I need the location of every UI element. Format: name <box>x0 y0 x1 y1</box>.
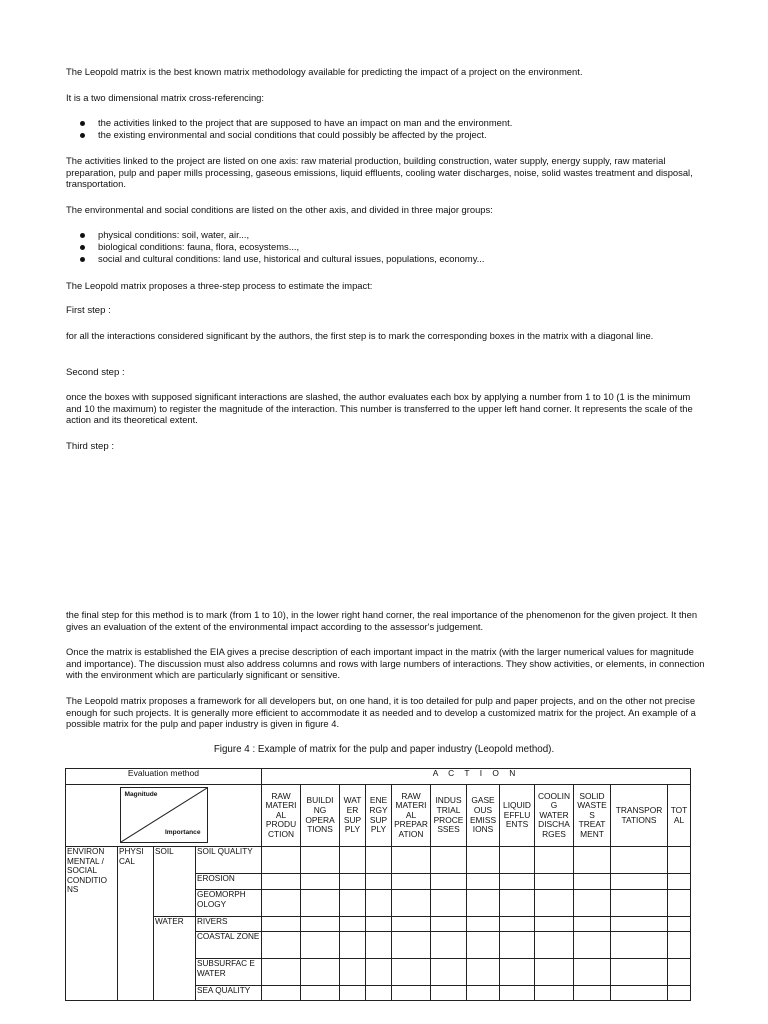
final-step-paragraph: the final step for this method is to mark (from 1 to 10), in the lower right hand corner, the real importance of the phenomenon for the given project. It then gives an evaluation of the extent of the environmental impact according to the assessor's judgement. <box>66 609 698 632</box>
matrix-cell <box>500 847 535 874</box>
matrix-cell <box>668 986 691 1001</box>
matrix-cell <box>431 847 467 874</box>
matrix-cell <box>262 847 301 874</box>
column-header: ENE RGY SUP PLY <box>366 785 392 847</box>
matrix-cell <box>467 847 500 874</box>
magnitude-importance-box <box>120 787 208 843</box>
physical-subgroup-label: PHYSI CAL <box>118 847 154 1001</box>
matrix-definition-paragraph: It is a two dimensional matrix cross-referencing: <box>66 92 264 103</box>
matrix-cell <box>574 874 611 890</box>
row-label: SEA QUALITY <box>196 986 262 1001</box>
matrix-cell <box>366 932 392 959</box>
matrix-cell <box>574 959 611 986</box>
matrix-cell <box>366 986 392 1001</box>
column-header: BUILDI NG OPERA TIONS <box>301 785 340 847</box>
matrix-cell <box>535 847 574 874</box>
matrix-cell <box>611 959 668 986</box>
action-header: A C T I O N <box>262 769 691 785</box>
matrix-cell <box>535 874 574 890</box>
matrix-cell <box>366 890 392 917</box>
matrix-cell <box>431 917 467 932</box>
matrix-cell <box>574 932 611 959</box>
matrix-cell <box>262 986 301 1001</box>
conditions-paragraph: The environmental and social conditions are listed on the other axis, and divided in three major groups: <box>66 204 493 215</box>
matrix-cell <box>535 932 574 959</box>
matrix-cell <box>500 917 535 932</box>
matrix-cell <box>392 890 431 917</box>
list-item: social and cultural conditions: land use, historical and cultural issues, populations, economy... <box>78 253 698 265</box>
framework-paragraph: The Leopold matrix proposes a framework for all developers but, on one hand, it is too detailed for pulp and paper projects, and on the other not precise enough for such projects. It is generally more efficient to accommodate it as needed and to develop a customized matrix for the project. An example of a possible matrix for the pulp and paper industry is given in figure 4. <box>66 695 696 730</box>
matrix-cell <box>431 890 467 917</box>
matrix-cell <box>535 986 574 1001</box>
intro-paragraph: The Leopold matrix is the best known matrix methodology available for predicting the impact of a project on the environment. <box>66 66 583 77</box>
column-header: LIQUID EFFLU ENTS <box>500 785 535 847</box>
matrix-cell <box>301 874 340 890</box>
matrix-cell <box>535 959 574 986</box>
column-header: RAW MATERI AL PRODU CTION <box>262 785 301 847</box>
matrix-cell <box>500 986 535 1001</box>
second-step-heading: Second step : <box>66 367 125 378</box>
matrix-cell <box>262 917 301 932</box>
conditions-list <box>78 229 698 265</box>
matrix-cell <box>301 890 340 917</box>
leopold-matrix-table <box>65 768 691 1001</box>
column-header: SOLID WASTE S TREAT MENT <box>574 785 611 847</box>
matrix-cell <box>392 917 431 932</box>
matrix-cell <box>611 986 668 1001</box>
second-step-paragraph: once the boxes with supposed significant interactions are slashed, the author evaluates each box by applying a number from 1 to 10 (1 is the minimum and 10 the maximum) to register the magnitude of the interaction. This number is transferred to the upper left hand corner. It represents the scale of the action and its theoretical extent. <box>66 391 693 426</box>
matrix-cell <box>340 932 366 959</box>
column-header: TRANSPOR TATIONS <box>611 785 668 847</box>
matrix-cell <box>262 932 301 959</box>
list-item: biological conditions: fauna, flora, ecosystems..., <box>78 241 698 253</box>
eia-paragraph: Once the matrix is established the EIA gives a precise description of each important impact in the matrix (with the larger numerical values for magnitude and importance). The discussion must also address columns and rows with large numbers of interactions. They show activities, or elements, in connection with the environment which are particularly significant or sensitive. <box>66 646 705 681</box>
matrix-cell <box>340 917 366 932</box>
matrix-cell <box>262 959 301 986</box>
row-label: SOIL QUALITY <box>196 847 262 874</box>
matrix-cell <box>340 890 366 917</box>
column-header: WAT ER SUP PLY <box>340 785 366 847</box>
matrix-cell <box>668 959 691 986</box>
row-label: GEOMORPH OLOGY <box>196 890 262 917</box>
matrix-cell <box>301 986 340 1001</box>
matrix-cell <box>392 959 431 986</box>
first-step-heading: First step : <box>66 305 111 316</box>
first-step-paragraph: for all the interactions considered significant by the authors, the first step is to mark the corresponding boxes in the matrix with a diagonal line. <box>66 330 654 341</box>
matrix-cell <box>611 917 668 932</box>
matrix-cell <box>668 932 691 959</box>
evaluation-method-label: Evaluation method <box>66 769 262 785</box>
matrix-cell <box>392 847 431 874</box>
list-item: physical conditions: soil, water, air..., <box>78 229 698 241</box>
matrix-cell <box>611 890 668 917</box>
matrix-cell <box>500 932 535 959</box>
matrix-cell <box>431 874 467 890</box>
matrix-cell <box>392 986 431 1001</box>
matrix-cell <box>366 874 392 890</box>
row-label: RIVERS <box>196 917 262 932</box>
matrix-cell <box>535 917 574 932</box>
column-header: TOT AL <box>668 785 691 847</box>
row-label: COASTAL ZONE <box>196 932 262 959</box>
matrix-cell <box>301 932 340 959</box>
column-header: COOLIN G WATER DISCHA RGES <box>535 785 574 847</box>
matrix-cell <box>301 959 340 986</box>
matrix-cell <box>366 959 392 986</box>
matrix-cell <box>668 847 691 874</box>
matrix-cell <box>262 874 301 890</box>
water-category-label: WATER <box>154 917 196 1001</box>
matrix-cell <box>467 874 500 890</box>
matrix-cell <box>301 847 340 874</box>
matrix-cell <box>574 890 611 917</box>
matrix-cell <box>574 917 611 932</box>
soil-category-label: SOIL <box>154 847 196 917</box>
matrix-cell <box>431 986 467 1001</box>
list-item: the activities linked to the project that are supposed to have an impact on man and the environment. <box>78 117 698 129</box>
cross-reference-list <box>78 117 698 141</box>
evaluation-method-diagram <box>66 785 262 847</box>
environmental-social-group-label: ENVIRON MENTAL / SOCIAL CONDITIO NS <box>66 847 118 1001</box>
column-header: RAW MATERI AL PREPAR ATION <box>392 785 431 847</box>
column-header: GASE OUS EMISS IONS <box>467 785 500 847</box>
matrix-cell <box>500 890 535 917</box>
row-label: EROSION <box>196 874 262 890</box>
matrix-cell <box>500 959 535 986</box>
matrix-cell <box>611 847 668 874</box>
matrix-cell <box>668 874 691 890</box>
matrix-cell <box>392 932 431 959</box>
matrix-cell <box>574 986 611 1001</box>
matrix-cell <box>467 917 500 932</box>
column-header: INDUS TRIAL PROCE SSES <box>431 785 467 847</box>
matrix-cell <box>668 890 691 917</box>
matrix-cell <box>340 847 366 874</box>
matrix-cell <box>467 986 500 1001</box>
matrix-cell <box>431 959 467 986</box>
process-paragraph: The Leopold matrix proposes a three-step process to estimate the impact: <box>66 280 373 291</box>
matrix-cell <box>301 917 340 932</box>
matrix-cell <box>535 890 574 917</box>
matrix-cell <box>467 959 500 986</box>
magnitude-label: Magnitude <box>124 791 158 798</box>
matrix-cell <box>611 874 668 890</box>
matrix-cell <box>392 874 431 890</box>
activities-paragraph: The activities linked to the project are listed on one axis: raw material production, building construction, water supply, energy supply, raw material preparation, pulp and paper mills processing, gaseous emissions, liquid effluents, cooling water discharges, noise, solid wastes treatment and disposal, transportation. <box>66 155 693 190</box>
matrix-cell <box>340 986 366 1001</box>
matrix-cell <box>668 917 691 932</box>
matrix-cell <box>500 874 535 890</box>
matrix-cell <box>366 917 392 932</box>
importance-label: Importance <box>164 829 201 837</box>
list-item: the existing environmental and social conditions that could possibly be affected by the project. <box>78 129 698 141</box>
matrix-cell <box>574 847 611 874</box>
third-step-heading: Third step : <box>66 441 114 452</box>
matrix-cell <box>431 932 467 959</box>
matrix-cell <box>611 932 668 959</box>
figure-caption: Figure 4 : Example of matrix for the pulp and paper industry (Leopold method). <box>213 744 555 755</box>
matrix-cell <box>340 874 366 890</box>
matrix-cell <box>262 890 301 917</box>
row-label: SUBSURFAC E WATER <box>196 959 262 986</box>
matrix-cell <box>467 932 500 959</box>
matrix-cell <box>366 847 392 874</box>
matrix-cell <box>467 890 500 917</box>
matrix-cell <box>340 959 366 986</box>
